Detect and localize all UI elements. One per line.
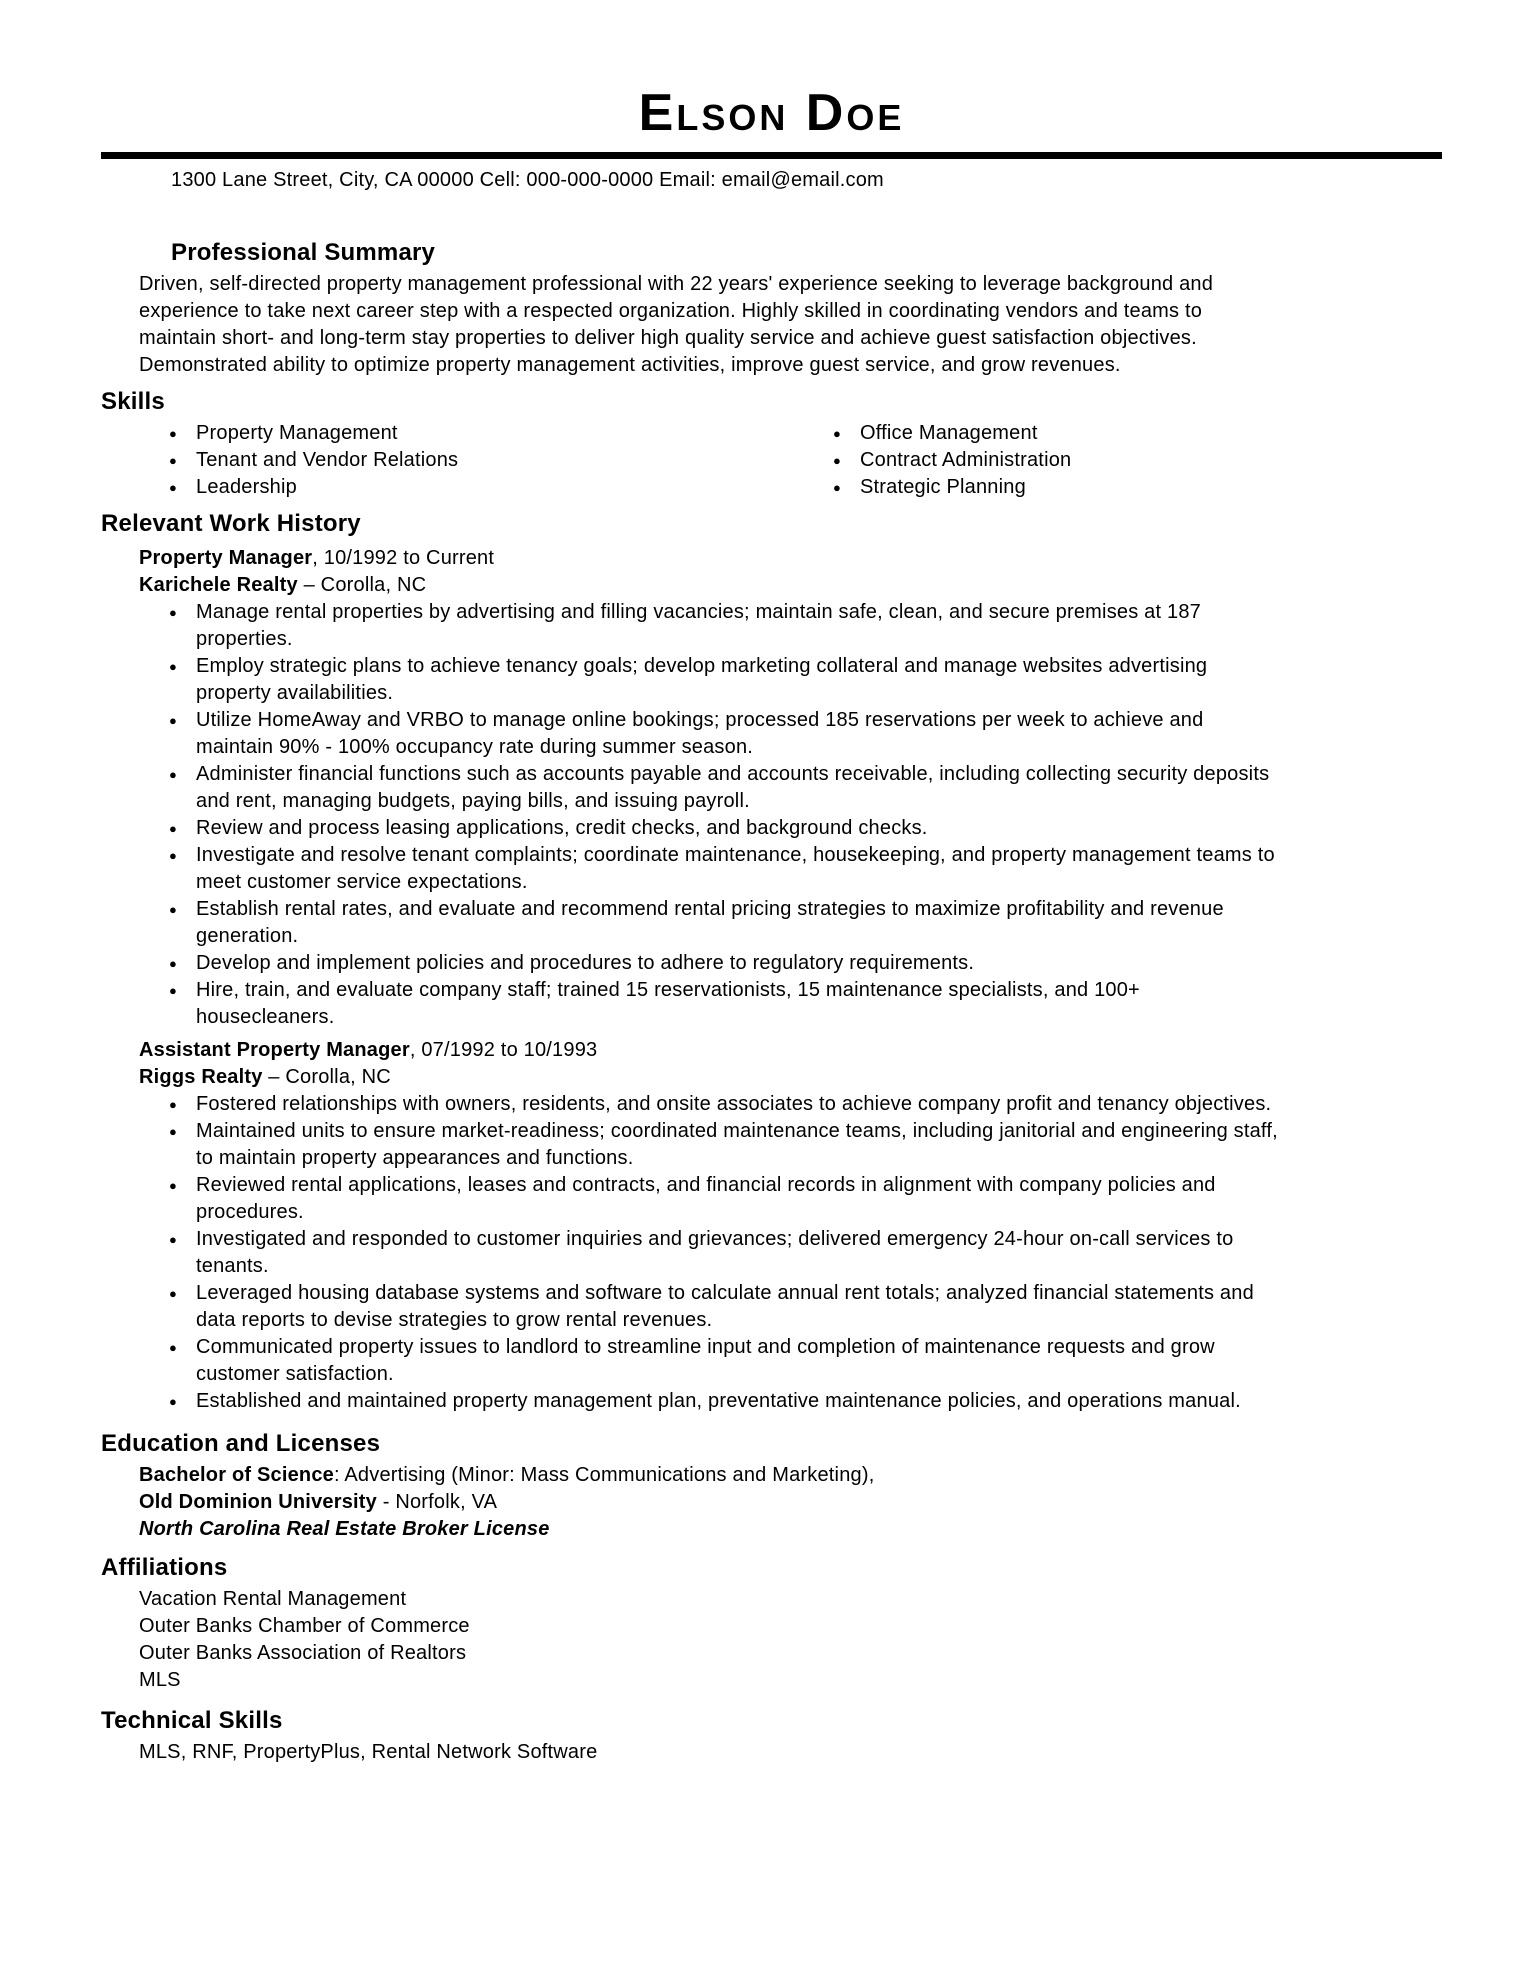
job-title-line xyxy=(139,1037,1442,1064)
job-entry-property-manager xyxy=(101,545,1442,1031)
job-duty: ● Communicated property issues to landlord to streamline input and completion of maintenance requests and grow customer satisfaction. xyxy=(101,1334,1281,1388)
job-duty: ● Employ strategic plans to achieve tenancy goals; develop marketing collateral and manage websites advertising property availabilities. xyxy=(101,653,1281,707)
skill-item: ● Tenant and Vendor Relations xyxy=(101,447,765,474)
skills-heading: Skills xyxy=(101,388,165,415)
section-professional-summary xyxy=(101,238,1442,379)
skills-column-left xyxy=(101,420,765,501)
summary-heading: Professional Summary xyxy=(171,239,436,266)
job-duty: ● Hire, train, and evaluate company staff; trained 15 reservationists, 15 maintenance specialists, and 100+ housecleaners. xyxy=(101,977,1281,1031)
job-company-line xyxy=(139,572,1442,599)
contact-line: 1300 Lane Street, City, CA 00000 Cell: 000-000-0000 Email: email@email.com xyxy=(171,169,884,191)
job-duty: ● Administer financial functions such as accounts payable and accounts receivable, including collecting security deposits and rent, managing budgets, paying bills, and issuing payroll. xyxy=(101,761,1281,815)
degree-detail: : Advertising (Minor: Mass Communications and Marketing), xyxy=(333,1464,875,1486)
job-company-line xyxy=(139,1064,1442,1091)
affiliation-item: Outer Banks Chamber of Commerce xyxy=(139,1615,470,1637)
job-duty: ● Manage rental properties by advertising and filling vacancies; maintain safe, clean, and secure premises at 187 properties. xyxy=(101,599,1281,653)
job-duty: ● Leveraged housing database systems and software to calculate annual rent totals; analyzed financial statements and data reports to devise strategies to grow rental revenues. xyxy=(101,1280,1281,1334)
affiliation-item: MLS xyxy=(139,1669,181,1691)
job-duty: ● Review and process leasing applications, credit checks, and background checks. xyxy=(101,815,1281,842)
job-dates: , 10/1992 to Current xyxy=(312,547,495,569)
job-title: Property Manager xyxy=(139,547,313,569)
skills-columns xyxy=(101,420,1442,501)
job-duty: ● Utilize HomeAway and VRBO to manage online bookings; processed 185 reservations per week to achieve and maintain 90% - 100% occupancy rate during summer season. xyxy=(101,707,1281,761)
skill-item: ● Office Management xyxy=(765,420,1071,447)
school-name: Old Dominion University xyxy=(139,1491,377,1513)
job-duty: ● Established and maintained property management plan, preventative maintenance policies, and operations manual. xyxy=(101,1388,1281,1415)
affiliation-item: Outer Banks Association of Realtors xyxy=(139,1642,467,1664)
job-title-line xyxy=(139,545,1442,572)
education-school-line xyxy=(139,1489,1442,1516)
job-duty: ● Reviewed rental applications, leases and contracts, and financial records in alignment with company policies and procedures. xyxy=(101,1172,1281,1226)
job-title: Assistant Property Manager xyxy=(139,1039,410,1061)
technical-skills-list: MLS, RNF, PropertyPlus, Rental Network Software xyxy=(139,1741,598,1763)
job-location: – Corolla, NC xyxy=(262,1066,391,1088)
job-duty: ● Establish rental rates, and evaluate and recommend rental pricing strategies to maximize profitability and revenue generation. xyxy=(101,896,1281,950)
affiliation-item: Vacation Rental Management xyxy=(139,1588,407,1610)
job-duty: ● Maintained units to ensure market-readiness; coordinated maintenance teams, including janitorial and engineering staff, to maintain property appearances and functions. xyxy=(101,1118,1281,1172)
job-company: Riggs Realty xyxy=(139,1066,263,1088)
affiliations-heading: Affiliations xyxy=(101,1554,228,1581)
job-duty: ● Investigate and resolve tenant complaints; coordinate maintenance, housekeeping, and property management teams to meet customer service expectations. xyxy=(101,842,1281,896)
job-dates: , 07/1992 to 10/1993 xyxy=(409,1039,598,1061)
job-location: – Corolla, NC xyxy=(297,574,427,596)
education-degree-line xyxy=(139,1462,1442,1489)
section-work-history xyxy=(101,509,1442,1415)
candidate-name: Elson Doe xyxy=(638,84,905,142)
skill-item: ● Leadership xyxy=(101,474,765,501)
job-entry-assistant-property-manager xyxy=(101,1037,1442,1415)
section-affiliations xyxy=(101,1553,1442,1694)
section-education-licenses xyxy=(101,1429,1442,1543)
technical-skills-heading: Technical Skills xyxy=(101,1707,283,1734)
skill-item: ● Property Management xyxy=(101,420,765,447)
job-duty: ● Develop and implement policies and procedures to adhere to regulatory requirements. xyxy=(101,950,1281,977)
job-duties-list xyxy=(101,1091,1442,1415)
header-divider xyxy=(101,152,1442,159)
job-duties-list xyxy=(101,599,1442,1031)
degree-name: Bachelor of Science xyxy=(139,1464,334,1486)
school-location: - Norfolk, VA xyxy=(376,1491,498,1513)
job-company: Karichele Realty xyxy=(139,574,298,596)
job-duty: ● Investigated and responded to customer inquiries and grievances; delivered emergency 24-hour on-call services to tenants. xyxy=(101,1226,1281,1280)
skill-item: ● Contract Administration xyxy=(765,447,1071,474)
education-license-line: North Carolina Real Estate Broker License xyxy=(139,1518,550,1540)
summary-text: Driven, self-directed property management professional with 22 years' experience seeking to leverage background and experience to take next career step with a respected organization. Highly skilled in coordinating vendors and teams to maintain short- and long-term stay properties to deliver high quality service and achieve guest satisfaction objectives. Demonstrated ability to optimize property management activities, improve guest service, and grow revenues. xyxy=(139,273,1214,376)
section-technical-skills xyxy=(101,1706,1442,1766)
section-skills xyxy=(101,387,1442,501)
skills-column-right xyxy=(765,420,1071,501)
work-history-heading: Relevant Work History xyxy=(101,510,361,537)
job-duty: ● Fostered relationships with owners, residents, and onsite associates to achieve company profit and tenancy objectives. xyxy=(101,1091,1281,1118)
education-heading: Education and Licenses xyxy=(101,1430,381,1457)
skill-item: ● Strategic Planning xyxy=(765,474,1071,501)
